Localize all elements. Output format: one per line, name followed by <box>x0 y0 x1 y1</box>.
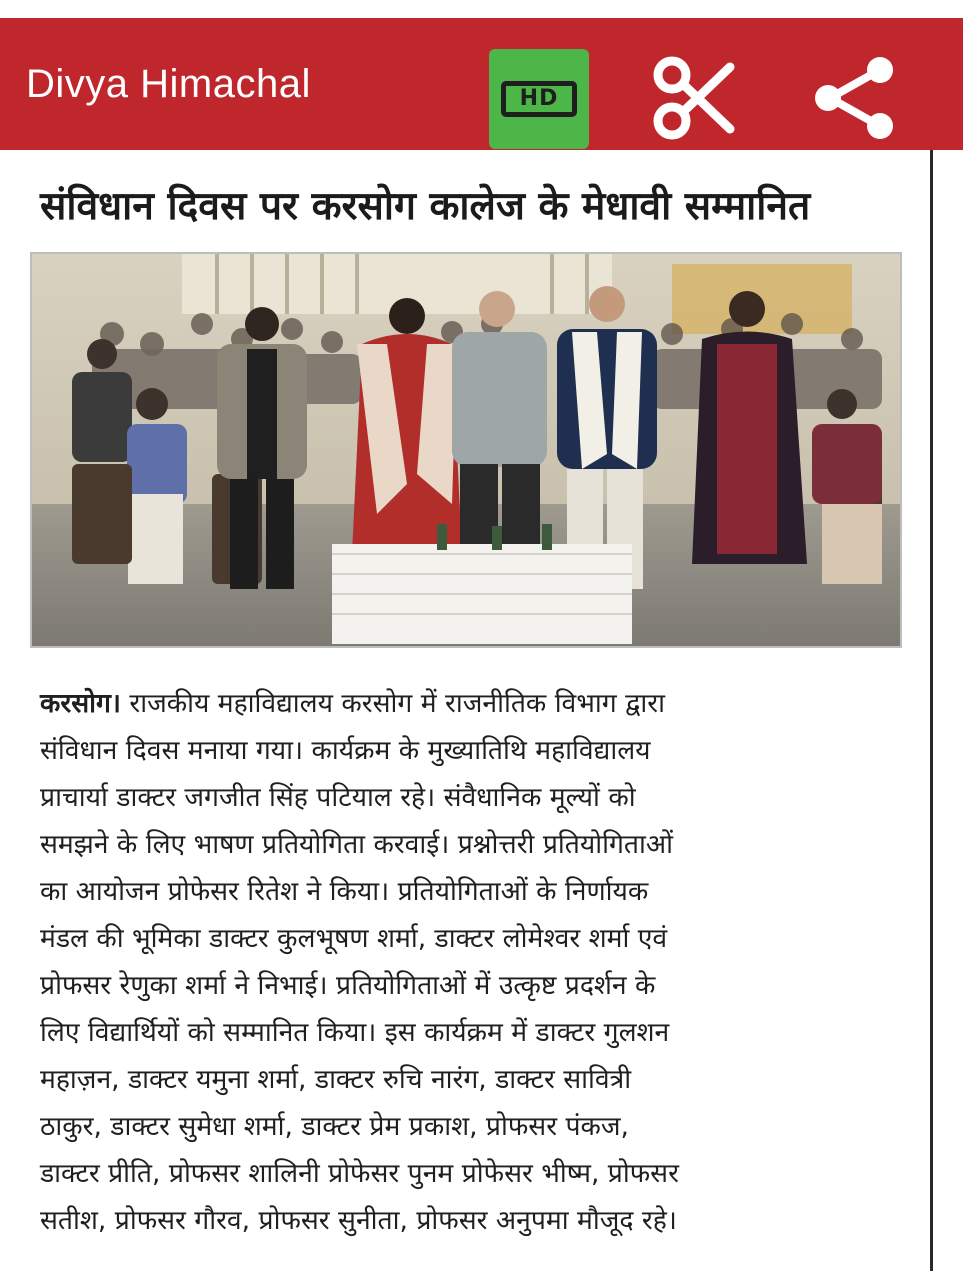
share-button[interactable] <box>810 53 900 143</box>
article-line: समझने के लिए भाषण प्रतियोगिता करवाई। प्रश्नोत्तरी प्रतियोगिताओं <box>40 829 673 860</box>
article-line: करसोग। राजकीय महाविद्यालय करसोग में राजनीतिक विभाग द्वारा <box>40 688 665 719</box>
article-line: मंडल की भूमिका डाक्टर कुलभूषण शर्मा, डाक्टर लोमेश्वर शर्मा एवं <box>40 923 668 954</box>
app-bar <box>0 18 963 150</box>
group-photo <box>30 252 902 648</box>
article-line: सतीश, प्रोफसर गौरव, प्रोफसर सुनीता, प्रोफसर अनुपमा मौजूद रहे। <box>40 1205 677 1236</box>
group-photo-image <box>32 254 900 646</box>
article-line: लिए विद्यार्थियों को सम्मानित किया। इस कार्यक्रम में डाक्टर गुलशन <box>40 1017 670 1048</box>
article-line: ठाकुर, डाक्टर सुमेधा शर्मा, डाक्टर प्रेम प्रकाश, प्रोफसर पंकज, <box>40 1111 629 1142</box>
article-dateline: करसोग। <box>40 688 121 719</box>
scissors-icon <box>650 53 740 143</box>
scissors-button[interactable] <box>650 53 740 143</box>
hd-label: HD <box>501 81 577 117</box>
article-line: संविधान दिवस मनाया गया। कार्यक्रम के मुख्यातिथि महाविद्यालय <box>40 735 651 766</box>
article-body <box>40 680 890 1244</box>
article-line: डाक्टर प्रीति, प्रोफसर शालिनी प्रोफेसर पुनम प्रोफेसर भीष्म, प्रोफसर <box>40 1158 679 1189</box>
article-headline: संविधान दिवस पर करसोग कालेज के मेधावी सम्मानित <box>40 184 811 229</box>
article-line: महाज़न, डाक्टर यमुना शर्मा, डाक्टर रुचि नारंग, डाक्टर सावित्री <box>40 1064 632 1095</box>
article-line: का आयोजन प्रोफेसर रितेश ने किया। प्रतियोगिताओं के निर्णायक <box>40 876 649 907</box>
share-icon <box>810 53 900 143</box>
news-article <box>0 150 930 1271</box>
page-edge <box>930 150 933 1271</box>
article-line: प्राचार्या डाक्टर जगजीत सिंह पटियाल रहे। संवैधानिक मूल्यों को <box>40 782 636 813</box>
status-strip <box>0 0 963 18</box>
article-line: प्रोफसर रेणुका शर्मा ने निभाई। प्रतियोगिताओं में उत्कृष्ट प्रदर्शन के <box>40 970 656 1001</box>
app-title: Divya Himachal <box>26 62 311 106</box>
hd-button[interactable] <box>489 49 589 149</box>
